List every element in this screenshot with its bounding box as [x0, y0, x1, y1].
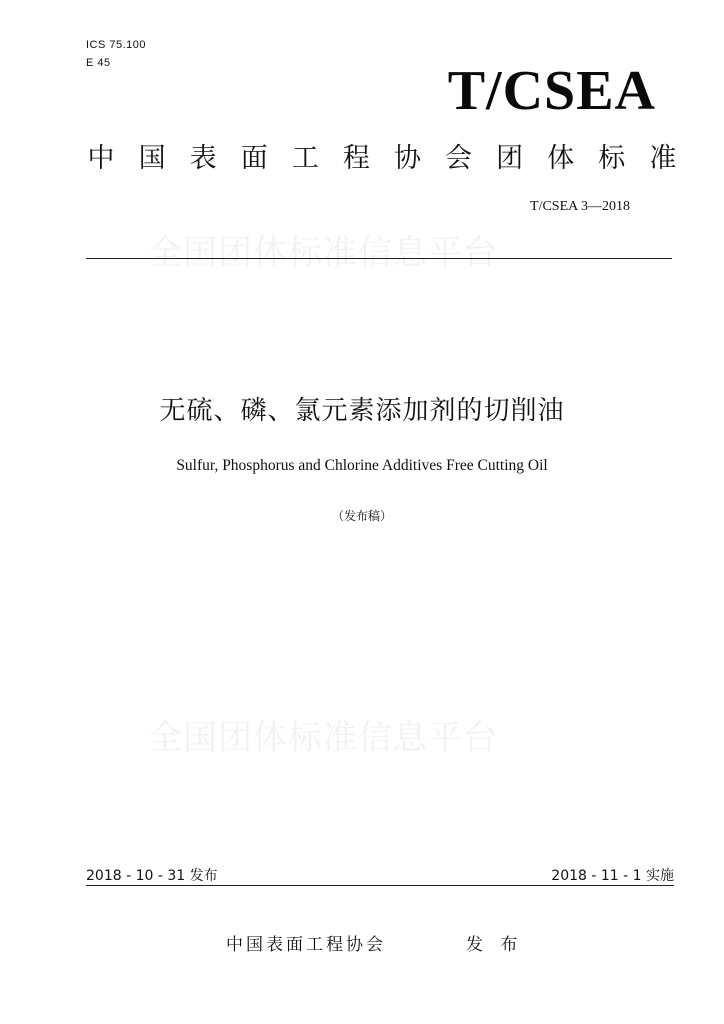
org-char: 团 — [496, 143, 524, 174]
document-status: （发布稿） — [331, 509, 392, 523]
ccs-code: E 45 — [86, 57, 111, 69]
org-char: 表 — [189, 143, 217, 174]
issue-label: 发 布 — [466, 935, 524, 955]
implement-date: 2018 - 11 - 1 实施 — [551, 868, 674, 884]
issuing-organization: 中国表面工程协会 — [226, 935, 386, 955]
standard-brand-logo: T/CSEA — [447, 60, 656, 122]
org-char: 体 — [547, 143, 575, 174]
org-char: 准 — [649, 143, 677, 174]
watermark-middle: 全国团体标准信息平台 — [148, 718, 498, 758]
org-char: 会 — [445, 143, 473, 174]
organization-standard-heading — [86, 140, 678, 178]
org-char: 标 — [598, 143, 626, 174]
ics-code: ICS 75.100 — [86, 39, 147, 51]
document-title-chinese: 无硫、磷、氯元素添加剂的切削油 — [159, 396, 565, 426]
standard-number: T/CSEA 3—2018 — [530, 199, 630, 214]
org-char: 协 — [393, 143, 421, 174]
document-title-english: Sulfur, Phosphorus and Chlorine Additives Free Cutting Oil — [176, 457, 548, 474]
org-char: 工 — [291, 143, 319, 174]
org-char: 国 — [138, 143, 166, 174]
org-char: 程 — [342, 143, 370, 174]
bottom-divider — [86, 885, 674, 886]
watermark-top: 全国团体标准信息平台 — [148, 233, 498, 273]
org-char: 中 — [87, 143, 115, 174]
publish-date: 2018 - 10 - 31 发布 — [86, 868, 218, 884]
org-char: 面 — [240, 143, 268, 174]
